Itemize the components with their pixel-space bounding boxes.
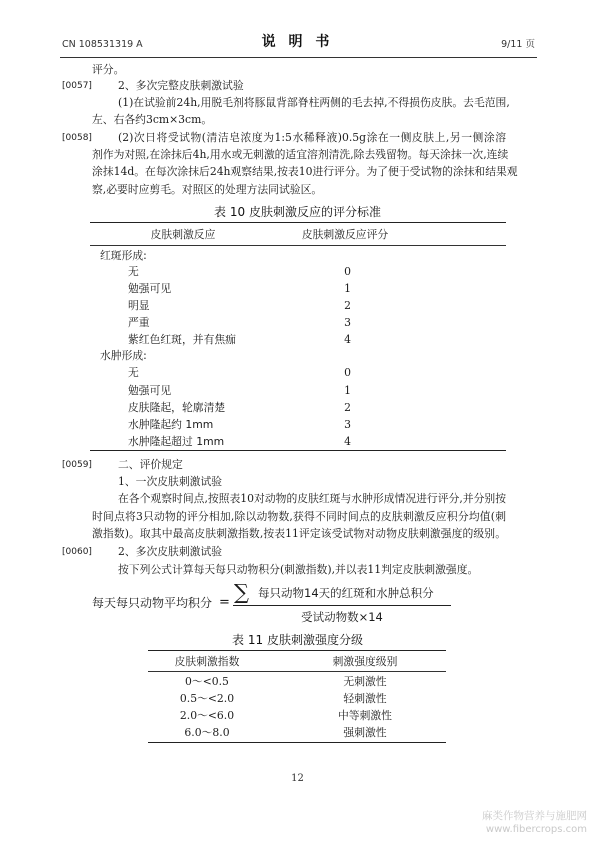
index-cell: 2.0～<6.0 bbox=[179, 709, 235, 722]
body-line: 按下列公式计算每天每只动物积分(刺激指数),并以表11判定皮肤刺激强度。 bbox=[118, 563, 479, 576]
reaction-cell: 勉强可见 bbox=[128, 282, 172, 295]
level-cell: 中等刺激性 bbox=[338, 709, 392, 722]
document-number: CN 108531319 A bbox=[62, 39, 143, 50]
reaction-cell: 皮肤隆起，轮廓清楚 bbox=[128, 401, 226, 414]
watermark-title: 麻类作物营养与施肥网 bbox=[482, 810, 587, 822]
table-row bbox=[0, 675, 595, 689]
table-row bbox=[0, 282, 595, 296]
sigma-symbol: ∑ bbox=[234, 580, 249, 604]
score-cell: 4 bbox=[344, 333, 351, 346]
table-row bbox=[0, 709, 595, 723]
body-line: 察,必要时应剪毛。对照区的处理方法同试验区。 bbox=[92, 183, 323, 196]
table-bottom-rule bbox=[90, 450, 506, 451]
table-row bbox=[0, 299, 595, 313]
reaction-cell: 紫红色红斑，并有焦痂 bbox=[128, 333, 236, 346]
reaction-cell: 勉强可见 bbox=[128, 384, 172, 397]
column-header: 皮肤刺激指数 bbox=[174, 655, 240, 668]
subsection-heading: 2、多次皮肤刺激试验 bbox=[118, 545, 223, 558]
table-top-rule bbox=[90, 222, 506, 223]
level-cell: 无刺激性 bbox=[343, 675, 387, 688]
table-group-label: 水肿形成: bbox=[100, 349, 147, 362]
reaction-cell: 明显 bbox=[128, 299, 150, 312]
reaction-cell: 严重 bbox=[128, 316, 150, 329]
score-cell: 3 bbox=[344, 418, 351, 431]
formula-lhs: 每天每只动物平均积分 bbox=[92, 596, 213, 610]
formula-equals: = bbox=[219, 595, 230, 610]
body-line: (2)次日将受试物(清洁皂浓度为1:5水稀释液)0.5g涂在一侧皮肤上,另一侧涂溶 bbox=[118, 131, 506, 144]
body-line: 涂抹14d。在每次涂抹后24h观察结果,按表10进行评分。为了便于受试物的涂抹和结果观 bbox=[92, 165, 518, 178]
column-header: 皮肤刺激反应评分 bbox=[301, 228, 389, 241]
index-cell: 0.5～<2.0 bbox=[179, 692, 235, 705]
score-cell: 1 bbox=[344, 384, 351, 397]
table-caption: 表 10 皮肤刺激反应的评分标准 bbox=[214, 205, 381, 219]
body-line: 时间点将3只动物的评分相加,除以动物数,获得不同时间点的皮肤刺激反应积分均值(刺 bbox=[92, 510, 506, 523]
table-row bbox=[0, 435, 595, 449]
table-header-rule bbox=[148, 671, 446, 672]
paragraph-tag: [0057] bbox=[62, 81, 92, 91]
table-top-rule bbox=[148, 650, 446, 651]
table-group-label: 红斑形成: bbox=[100, 249, 147, 262]
subsection-heading: 1、一次皮肤刺激试验 bbox=[118, 475, 223, 488]
level-cell: 强刺激性 bbox=[343, 726, 387, 739]
score-cell: 0 bbox=[344, 265, 351, 278]
page-number: 12 bbox=[291, 773, 304, 784]
level-cell: 轻刺激性 bbox=[343, 692, 387, 705]
body-line: 剂作为对照,在涂抹后4h,用水或无刺激的适宜溶剂清洗,除去残留物。每天涂抹一次,连续 bbox=[92, 148, 509, 161]
watermark-url: www.fibercrops.com bbox=[485, 824, 587, 835]
paragraph-tag: [0060] bbox=[62, 547, 92, 557]
table-row bbox=[0, 366, 595, 380]
paragraph-tag: [0058] bbox=[62, 133, 92, 143]
score-cell: 2 bbox=[344, 299, 351, 312]
table-header-rule bbox=[90, 245, 506, 246]
reaction-cell: 水肿隆起超过 1mm bbox=[128, 435, 225, 448]
table-row bbox=[0, 401, 595, 415]
index-cell: 0～<0.5 bbox=[185, 675, 229, 688]
table-header-row bbox=[0, 655, 595, 669]
reaction-cell: 无 bbox=[128, 265, 139, 278]
table-bottom-rule bbox=[148, 742, 446, 743]
body-line: 左、右各约3cm×3cm。 bbox=[92, 113, 213, 126]
table-row bbox=[0, 726, 595, 740]
reaction-cell: 无 bbox=[128, 366, 139, 379]
table-row bbox=[0, 265, 595, 279]
section-heading: 二、评价规定 bbox=[118, 458, 183, 471]
body-line: 激指数)。取其中最高皮肤刺激指数,按表11评定该受试物对动物皮肤刺激强度的级别。 bbox=[92, 527, 506, 540]
table-row bbox=[0, 333, 595, 347]
page-title: 说 明 书 bbox=[261, 34, 334, 50]
reaction-cell: 水肿隆起约 1mm bbox=[128, 418, 214, 431]
score-cell: 4 bbox=[344, 435, 351, 448]
column-header: 刺激强度级别 bbox=[332, 655, 398, 668]
formula-denominator: 受试动物数×14 bbox=[301, 610, 383, 624]
table-row bbox=[0, 384, 595, 398]
column-header: 皮肤刺激反应 bbox=[150, 228, 216, 241]
fraction-bar bbox=[233, 605, 451, 606]
index-cell: 6.0～8.0 bbox=[184, 726, 230, 739]
score-cell: 0 bbox=[344, 366, 351, 379]
body-line: 评分。 bbox=[92, 63, 125, 76]
section-heading: 2、多次完整皮肤刺激试验 bbox=[118, 79, 244, 92]
paragraph-tag: [0059] bbox=[62, 460, 92, 470]
header-divider bbox=[60, 57, 537, 58]
body-line: 在各个观察时间点,按照表10对动物的皮肤红斑与水肿形成情况进行评分,并分别按 bbox=[118, 492, 506, 505]
table-row bbox=[0, 418, 595, 432]
table-row bbox=[0, 692, 595, 706]
score-cell: 2 bbox=[344, 401, 351, 414]
body-line: (1)在试验前24h,用脱毛剂将豚鼠背部脊柱两侧的毛去掉,不得损伤皮肤。去毛范围, bbox=[118, 96, 510, 109]
score-cell: 3 bbox=[344, 316, 351, 329]
page-counter: 9/11 页 bbox=[501, 39, 535, 50]
score-cell: 1 bbox=[344, 282, 351, 295]
formula-numerator: 每只动物14天的红斑和水肿总积分 bbox=[258, 586, 434, 600]
table-caption: 表 11 皮肤刺激强度分级 bbox=[232, 633, 363, 647]
table-row bbox=[0, 316, 595, 330]
